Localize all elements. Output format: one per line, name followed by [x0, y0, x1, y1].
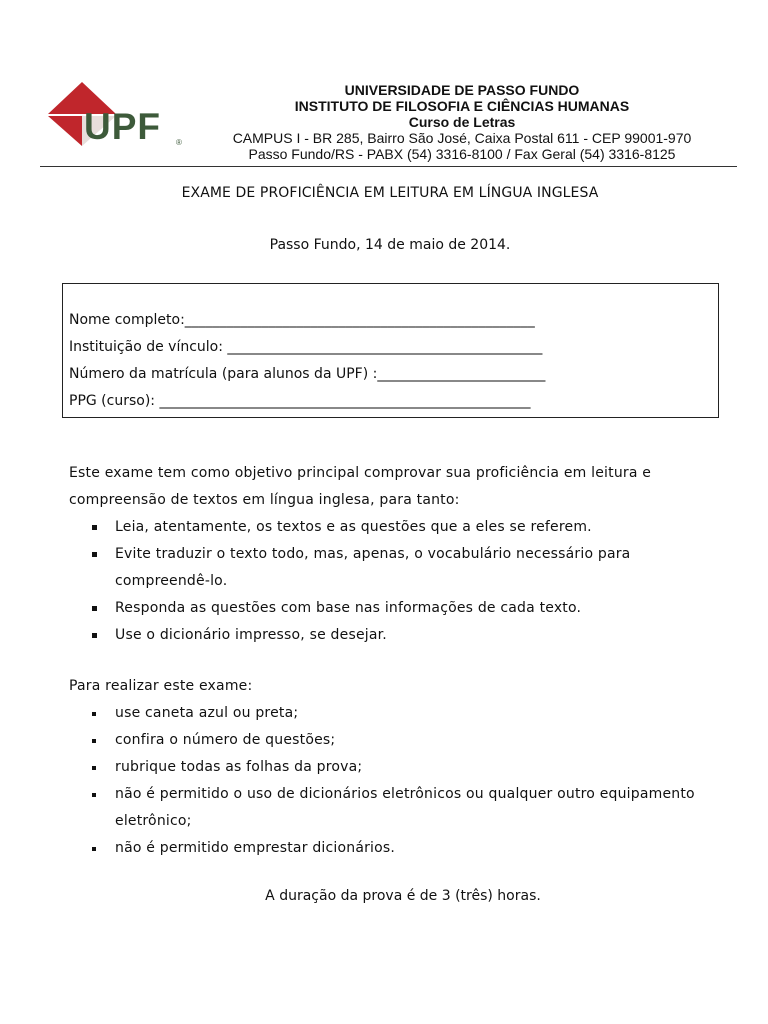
instructions-list: [69, 514, 719, 649]
list-item: use caneta azul ou preta;: [69, 700, 719, 727]
rules-list: [69, 700, 719, 862]
exam-duration: A duração da prova é de 3 (três) horas.: [265, 888, 541, 904]
instructions-paragraph: Este exame tem como objetivo principal comprovar sua proficiência em leitura e compreensão de textos em língua inglesa, para tanto:: [69, 465, 652, 508]
list-item: confira o número de questões;: [69, 727, 719, 754]
logo-text: UPF: [84, 106, 161, 147]
university-name: UNIVERSIDADE DE PASSO FUNDO: [344, 82, 580, 98]
institution-field[interactable]: Instituição de vínculo: _____________________________________________: [69, 339, 543, 355]
header-divider: [40, 166, 737, 167]
exam-rules-section: [69, 673, 719, 862]
list-item: Responda as questões com base nas informações de cada texto.: [69, 595, 719, 622]
course-name: Curso de Letras: [408, 114, 516, 130]
exam-title: EXAME DE PROFICIÊNCIA EM LEITURA EM LÍNGUA INGLESA: [181, 185, 599, 201]
letterhead: [196, 82, 728, 162]
list-item: não é permitido o uso de dicionários eletrônicos ou qualquer outro equipamento eletrônico;: [69, 781, 719, 835]
list-item: não é permitido emprestar dicionários.: [69, 835, 719, 862]
exam-date: Passo Fundo, 14 de maio de 2014.: [269, 237, 511, 253]
contact-line: Passo Fundo/RS - PABX (54) 3316-8100 / Fax Geral (54) 3316-8125: [248, 146, 676, 162]
institute-name: INSTITUTO DE FILOSOFIA E CIÊNCIAS HUMANAS: [294, 98, 630, 114]
logo-registered-mark: ®: [176, 138, 182, 147]
instructions-section: [69, 460, 719, 649]
registration-field[interactable]: Número da matrícula (para alunos da UPF) :________________________: [69, 366, 546, 382]
list-item: Evite traduzir o texto todo, mas, apenas, o vocabulário necessário para compreendê-lo.: [69, 541, 719, 595]
address-line: CAMPUS I - BR 285, Bairro São José, Caixa Postal 611 - CEP 99001-970: [232, 130, 692, 146]
list-item: Leia, atentamente, os textos e as questões que a eles se referem.: [69, 514, 719, 541]
list-item: Use o dicionário impresso, se desejar.: [69, 622, 719, 649]
full-name-field[interactable]: Nome completo:__________________________________________________: [69, 312, 535, 328]
rules-heading: Para realizar este exame:: [69, 678, 253, 694]
ppg-field[interactable]: PPG (curso): _____________________________________________________: [69, 393, 531, 409]
list-item: rubrique todas as folhas da prova;: [69, 754, 719, 781]
